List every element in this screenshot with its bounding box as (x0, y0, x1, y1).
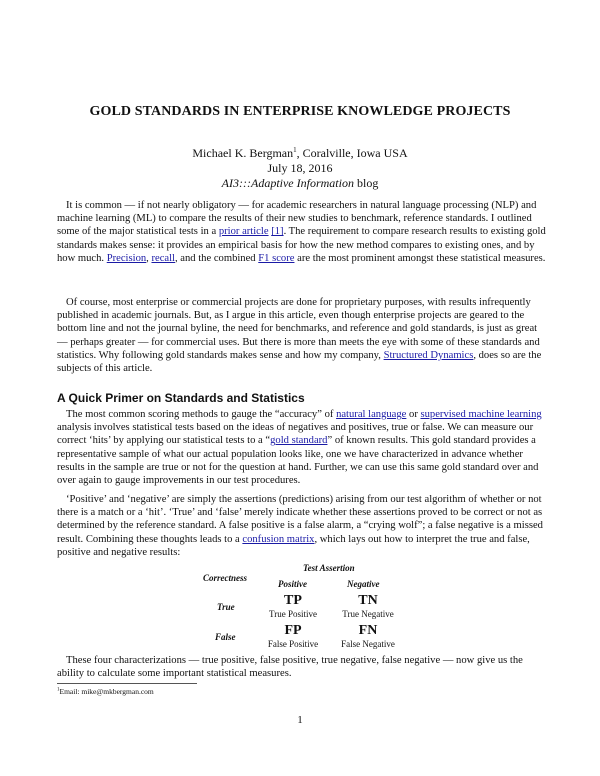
link-confusion-matrix[interactable]: confusion matrix (242, 533, 315, 545)
blog-line (0, 176, 600, 191)
para1-text-5: , and the combined (175, 252, 259, 264)
matrix-fp-label: False Positive (267, 639, 319, 649)
matrix-false-row-label: False (215, 632, 236, 642)
matrix-negative-header: Negative (347, 579, 380, 589)
link-reference-1[interactable]: [1] (271, 226, 284, 238)
para3-text-3: analysis involves statistical tests based on the ideas of negatives and positives, true or false. We can measure our correct ‘hits’ by applying our statistical tests to a “ (57, 422, 534, 447)
blog-suffix: blog (353, 176, 379, 190)
footnote-mark: 1 (57, 687, 60, 693)
matrix-fn: FN (358, 623, 378, 638)
link-prior-article[interactable]: prior article (218, 226, 269, 238)
matrix-test-assertion-header: Test Assertion (303, 563, 355, 573)
para3-text-1: The most common scoring methods to gauge the “accuracy” of (66, 409, 337, 420)
para3-text-2: or (406, 409, 421, 420)
paragraph-positive-negative (57, 493, 547, 559)
matrix-true-row-label: True (217, 602, 235, 612)
para4-text-2: , which lays out how to interpret the true and false, positive and negative results: (57, 533, 530, 558)
para1-text-3: . The requirement to compare research results to existing gold standards makes sense: it provides an empirical basis for how the new method compares to existing ones, and by how much. (57, 226, 546, 264)
paragraph-characterizations: These four characterizations — true positive, false positive, true negative, false negative — now give us the ability to calculate some important statistical measures. (57, 655, 523, 680)
link-gold-standard[interactable]: gold standard (270, 435, 328, 447)
footnote (57, 687, 154, 696)
para2-text-1: Of course, most enterprise or commercial projects are done for proprietary purposes, with results infrequently published in academic journals. But, as I argue in this article, even though enterprise projects are geared to the bottom line and not the journal byline, the need for benchmarks, and reference and gold standards, is just as great — perhaps greater — for commercial uses. But there is more than meets the eye with some of these standards and statistics. Why following gold standards makes sense and how my company, (57, 297, 540, 361)
link-supervised-machine-learning[interactable]: supervised machine learning (420, 409, 542, 420)
author-location: , Coralville, Iowa USA (296, 146, 408, 160)
link-precision[interactable]: Precision (106, 252, 147, 264)
matrix-fp: FP (284, 623, 302, 638)
para1-text-4: , (146, 252, 152, 264)
page-number: 1 (297, 714, 303, 726)
paragraph-scoring (57, 408, 547, 487)
footnote-divider (57, 683, 197, 684)
link-natural-language[interactable]: natural language (336, 409, 407, 420)
matrix-tn-label: True Negative (342, 609, 394, 619)
author-line (0, 143, 600, 161)
paragraph-enterprise (57, 296, 547, 375)
link-structured-dynamics[interactable]: Structured Dynamics (383, 349, 474, 361)
blog-name: AI3:::Adaptive Information (221, 176, 354, 190)
matrix-positive-header: Positive (278, 579, 307, 589)
matrix-correctness-header: Correctness (203, 573, 248, 583)
byline (0, 143, 600, 191)
para2-text-2: , does so are the subjects of this article. (57, 349, 542, 375)
author-name: Michael K. Bergman (192, 146, 294, 160)
matrix-tp-label: True Positive (269, 609, 317, 619)
author-footnote-mark: 1 (293, 146, 297, 154)
matrix-tn: TN (358, 593, 378, 608)
para1-text-6: are the most prominent amongst these statistical measures. (294, 252, 546, 264)
confusion-matrix (0, 563, 600, 653)
publication-date: July 18, 2016 (267, 161, 333, 175)
paragraph-intro (57, 199, 547, 265)
matrix-tp: TP (284, 593, 302, 608)
footnote-text: Email: mike@mkbergman.com (59, 687, 154, 696)
link-recall[interactable]: recall (151, 252, 175, 264)
section-heading: A Quick Primer on Standards and Statistics (57, 391, 305, 405)
matrix-fn-label: False Negative (341, 639, 395, 649)
para1-text-1: It is common — if not nearly obligatory — for academic researchers in natural language processing (NLP) and machine learning (ML) to compare the results of their new studies to benchmark, reference standards. I outlined some of the major statistical tests in a (57, 200, 537, 238)
para4-text-1: ‘Positive’ and ‘negative’ are simply the assertions (predictions) arising from our test algorithm of whether or not there is a match or a ‘hit’. ‘True’ and ‘false’ merely indicate whether these assertions proved to be correct or not as determined by the reference standard. A false positive is a false alarm, a “crying wolf”; a false negative is a missed result. Combining these thoughts leads to a (57, 494, 543, 545)
link-f1-score[interactable]: F1 score (258, 252, 295, 264)
para3-text-4: ” of known results. This gold standard provides a representative sample of what our actual population looks like, one we have characterized in advance whether results in the sample are true or not for the question at hand. Further, we can use this same gold standard over and over again to gauge improvements in our test procedures. (57, 435, 539, 487)
paper-title: GOLD STANDARDS IN ENTERPRISE KNOWLEDGE PROJECTS (89, 104, 511, 119)
